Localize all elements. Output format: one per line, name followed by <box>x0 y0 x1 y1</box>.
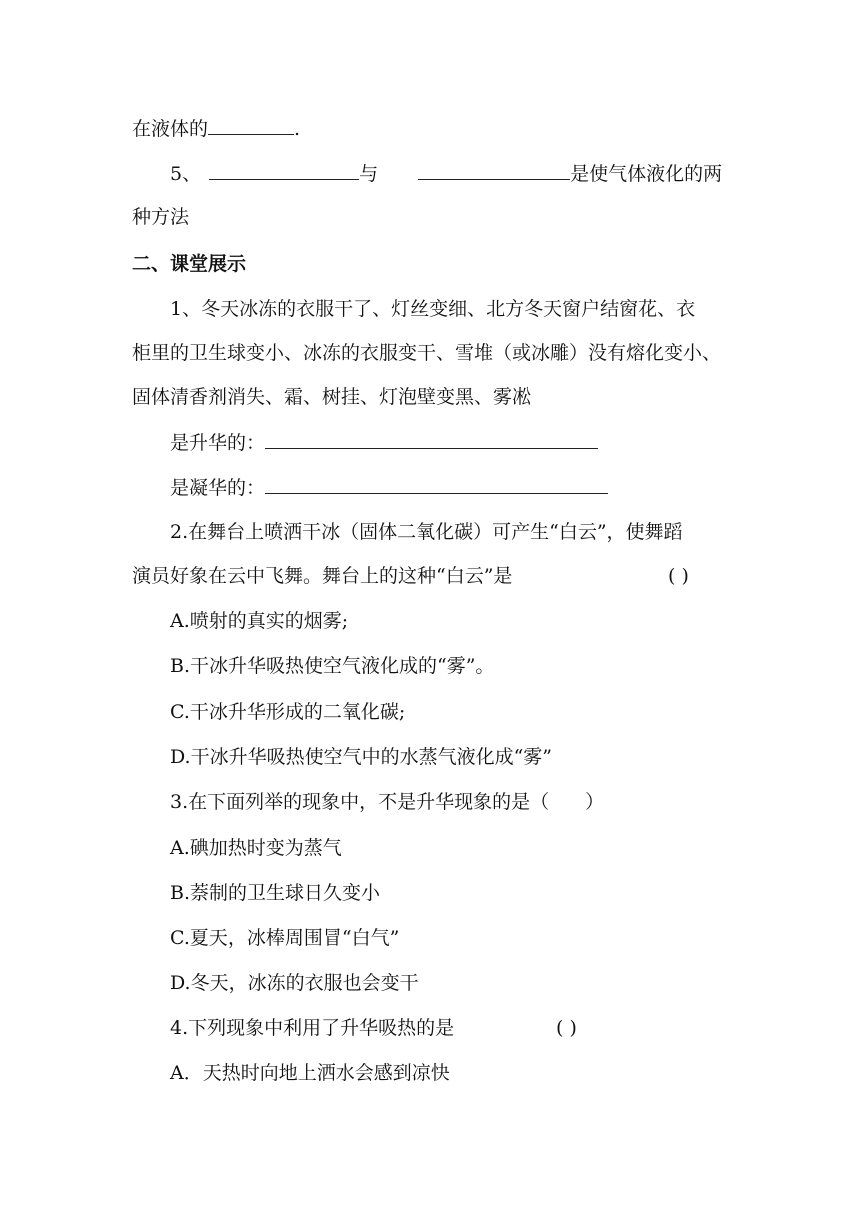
text-line: 种方法 <box>132 206 190 228</box>
option-d: D.干冰升华吸热使空气中的水蒸气液化成“雾” <box>170 746 553 768</box>
option-c: C.夏天，冰棒周围冒“白气” <box>170 927 400 949</box>
text: 3.在下面列举的现象中，不是升华现象的是（ <box>170 791 550 813</box>
text: 在液体的 <box>132 118 209 140</box>
question-1-line-1: 1、冬天冰冻的衣服干了、灯丝变细、北方冬天窗户结窗花、衣 <box>170 298 696 320</box>
option-a: A．天热时向地上洒水会感到凉快 <box>170 1062 450 1084</box>
option-a: A.喷射的真实的烟雾; <box>170 610 349 632</box>
answer-blank[interactable] <box>208 116 294 135</box>
option-b: B.干冰升华吸热使空气液化成的“雾”。 <box>170 655 495 677</box>
answer-blank[interactable] <box>209 161 359 180</box>
label: 是凝华的： <box>170 477 266 499</box>
question-3 <box>170 790 604 814</box>
question-4: 4.下列现象中利用了升华吸热的是 <box>170 1017 455 1039</box>
question-1-line-3: 固体清香剂消失、霜、树挂、灯泡壁变黑、雾凇 <box>132 386 532 408</box>
deposition-answer-line <box>170 475 608 500</box>
answer-blank[interactable] <box>265 430 598 449</box>
question-1-line-2: 柜里的卫生球变小、冰冻的衣服变干、雪堆（或冰雕）没有熔化变小、 <box>132 342 722 364</box>
question-number: 5、 <box>170 163 202 185</box>
section-heading: 二、课堂展示 <box>132 253 247 275</box>
option-c: C.干冰升华形成的二氧化碳; <box>170 701 406 723</box>
option-a: A.碘加热时变为蒸气 <box>170 837 342 859</box>
question-2-line-1: 2.在舞台上喷洒干冰（固体二氧化碳）可产生“白云”，使舞蹈 <box>170 521 683 543</box>
text: 是使气体液化的两 <box>570 163 723 185</box>
option-d: D.冬天，冰冻的衣服也会变干 <box>170 972 419 994</box>
answer-paren[interactable]: ( ) <box>556 1017 577 1039</box>
question-2-line-2 <box>132 564 512 588</box>
sublimation-answer-line <box>170 430 598 455</box>
fill-line-1 <box>132 116 300 141</box>
answer-paren[interactable]: ( ) <box>668 565 689 587</box>
answer-blank[interactable] <box>418 161 570 180</box>
paren-close: ） <box>585 791 605 813</box>
label: 是升华的： <box>170 432 266 454</box>
text: 演员好象在云中飞舞。舞台上的这种“白云”是 <box>132 565 513 587</box>
text: 与 <box>359 163 379 185</box>
text: . <box>294 118 301 140</box>
option-b: B.萘制的卫生球日久变小 <box>170 882 381 904</box>
fill-line-5 <box>170 161 722 186</box>
answer-blank[interactable] <box>265 475 608 494</box>
